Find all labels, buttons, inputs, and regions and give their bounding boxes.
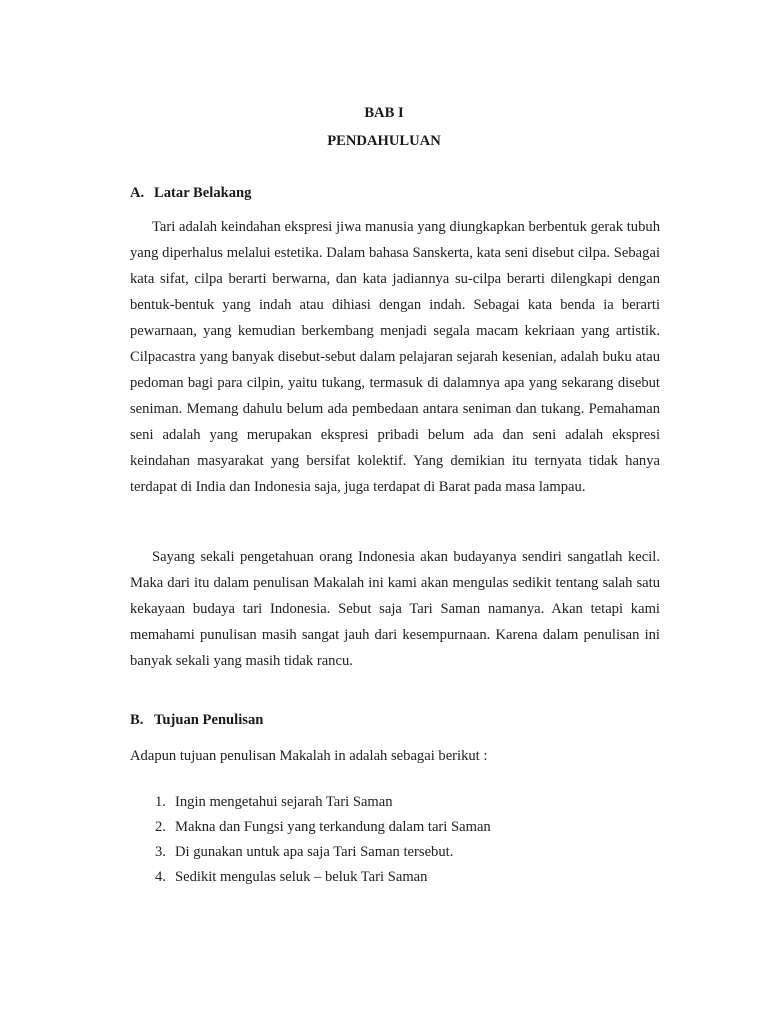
list-item-number: 4. [155,869,166,885]
list-item-text: Ingin mengetahui sejarah Tari Saman [175,794,393,810]
tujuan-list [130,790,491,890]
list-item-number: 2. [155,819,166,835]
list-item-number: 3. [155,844,166,860]
list-item [130,815,491,840]
list-item-number: 1. [155,794,166,810]
list-item-text: Makna dan Fungsi yang terkandung dalam tari Saman [175,819,491,835]
chapter-number: BAB I [364,105,404,121]
list-item-text: Sedikit mengulas seluk – beluk Tari Saman [175,869,428,885]
section-letter: B. [130,712,144,728]
section-title: Latar Belakang [154,185,252,201]
paragraph-latar-belakang-2: Sayang sekali pengetahuan orang Indonesia akan budayanya sendiri sangatlah kecil. Maka dari itu dalam penulisan Makalah ini kami akan mengulas sedikit tentang salah satu kekayaan budaya tari Indonesia. Sebut saja Tari Saman namanya. Akan tetapi kami memahami punulisan masih sangat jauh dari kesempurnaan. Karena dalam penulisan ini banyak sekali yang masih tidak rancu. [130,549,660,669]
section-title: Tujuan Penulisan [154,712,264,728]
chapter-title: PENDAHULUAN [327,133,441,149]
list-item [130,840,491,865]
list-item [130,790,491,815]
section-heading-latar-belakang [130,185,251,202]
section-letter: A. [130,185,145,201]
tujuan-intro: Adapun tujuan penulisan Makalah in adalah sebagai berikut : [130,748,488,764]
paragraph-latar-belakang-1: Tari adalah keindahan ekspresi jiwa manusia yang diungkapkan berbentuk gerak tubuh yang diperhalus melalui estetika. Dalam bahasa Sanskerta, kata seni disebut cilpa. Sebagai kata sifat, cilpa berarti berwarna, dan kata jadiannya su-cilpa berarti dilengkapi dengan bentuk-bentuk yang indah atau dihiasi dengan indah. Sebagai kata benda ia berarti pewarnaan, yang kemudian berkembang menjadi segala macam kekriaan yang artistik. Cilpacastra yang banyak disebut-sebut dalam pelajaran sejarah kesenian, adalah buku atau pedoman bagi para cilpin, yaitu tukang, termasuk di dalamnya apa yang sekarang disebut seniman. Memang dahulu belum ada pembedaan antara seniman dan tukang. Pemahaman seni adalah yang merupakan ekspresi pribadi belum ada dan seni adalah ekspresi keindahan masyarakat yang bersifat kolektif. Yang demikian itu ternyata tidak hanya terdapat di India dan Indonesia saja, juga terdapat di Barat pada masa lampau. [130,219,660,495]
list-item [130,865,491,890]
list-item-text: Di gunakan untuk apa saja Tari Saman tersebut. [175,844,454,860]
section-heading-tujuan-penulisan [130,712,263,729]
